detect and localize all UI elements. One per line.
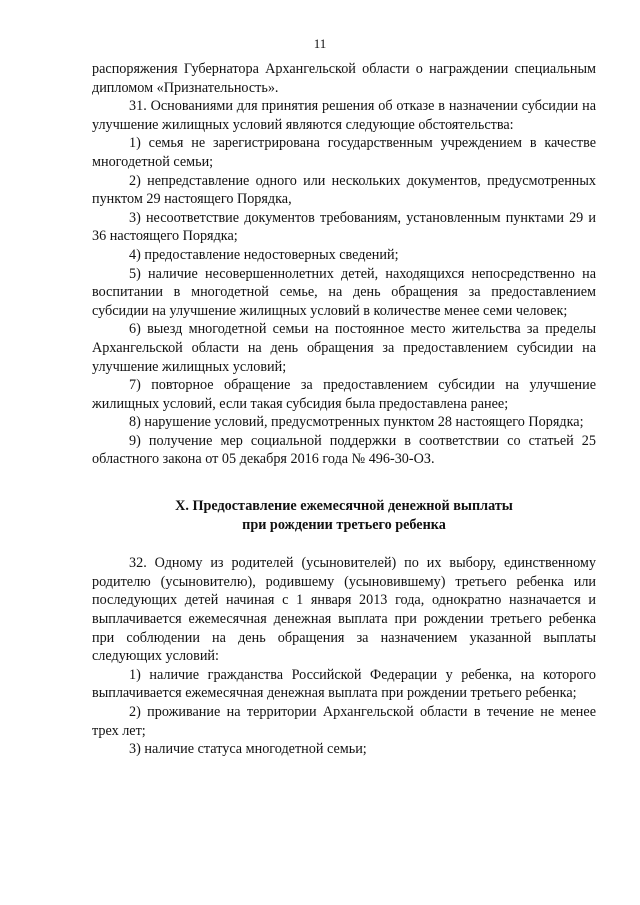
paragraph: 8) нарушение условий, предусмотренных пунктом 28 настоящего Порядка; [129,414,584,431]
section-heading-line-1: X. Предоставление ежемесячной денежной выплаты [175,498,513,515]
paragraph: 2) проживание на территории Архангельской области в течение не менее трех лет; [92,704,596,739]
document-body [92,60,596,759]
paragraphs-bottom [92,554,596,759]
paragraph: 1) семья не зарегистрирована государственным учреждением в качестве многодетной семьи; [92,135,596,170]
section-heading-line-2: при рождении третьего ребенка [242,516,446,533]
section-heading [92,497,596,534]
page-number: 11 [313,36,327,51]
paragraph: 5) наличие несовершеннолетних детей, находящихся непосредственно на воспитании в многодетной семье, на день обращения за предоставлением субсидии на улучшение жилищных условий в количестве менее семи человек; [92,265,596,319]
paragraph: 32. Одному из родителей (усыновителей) по их выбору, единственному родителю (усыновителю), родившему (усыновившему) третьего ребенка или последующих детей начиная с 1 января 2013 года, однократно назначается и выплачивается ежемесячная денежная выплата при рождении третьего ребенка при соблюдении на день обращения за назначением указанной выплаты следующих условий: [92,555,596,665]
paragraph: 3) наличие статуса многодетной семьи; [129,741,367,758]
paragraph: 9) получение мер социальной поддержки в соответствии со статьей 25 областного закона от 05 декабря 2016 года № 496-30-ОЗ. [92,432,596,468]
paragraph: 2) непредставление одного или нескольких документов, предусмотренных пунктом 29 настоящего Порядка, [92,172,596,208]
paragraph: 31. Основаниями для принятия решения об отказе в назначении субсидии на улучшение жилищных условий являются следующие обстоятельства: [92,98,596,133]
paragraph: 1) наличие гражданства Российской Федерации у ребенка, на которого выплачивается ежемесячная денежная выплата при рождении третьего ребенка; [92,666,596,702]
paragraphs-top [92,60,596,469]
paragraph: 3) несоответствие документов требованиям, установленным пунктами 29 и 36 настоящего Порядка; [92,209,596,245]
paragraph: 7) повторное обращение за предоставлением субсидии на улучшение жилищных условий, если такая субсидия была предоставлена ранее; [92,377,596,412]
paragraph: распоряжения Губернатора Архангельской области о награждении специальным дипломом «Признательность». [92,61,596,96]
paragraph: 6) выезд многодетной семьи на постоянное место жительства за пределы Архангельской области на день обращения за предоставлением субсидии на улучшение жилищных условий; [92,321,596,375]
paragraph: 4) предоставление недостоверных сведений; [129,246,399,263]
